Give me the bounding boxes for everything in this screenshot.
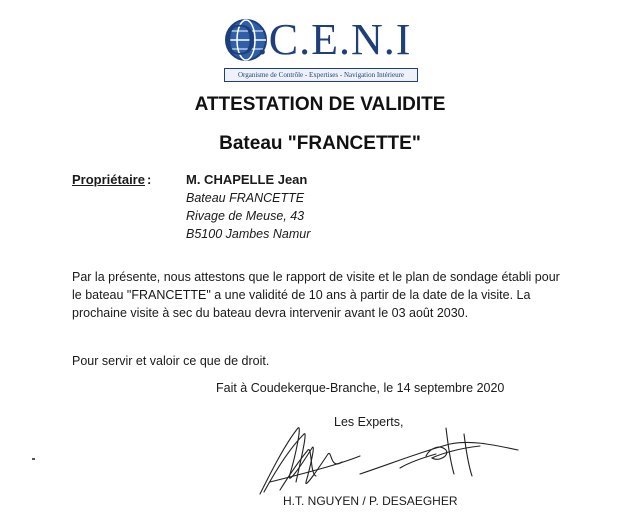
document-title: ATTESTATION DE VALIDITE [194, 94, 446, 115]
attestation-paragraph: Par la présente, nous attestons que le rapport de visite et le plan de sondage établi pour le bateau "FRANCETTE" a une validité de 10 ans à partir de la date de la visite. La prochaine visite à sec du bateau devra intervenir avant le 03 août 2030. [72, 270, 560, 320]
owner-label: Propriétaire [72, 172, 145, 187]
owner-address-line: B5100 Jambes Namur [186, 227, 311, 241]
page-mark [32, 458, 35, 460]
logo-wordmark: O.C.E.N.I [224, 15, 412, 64]
owner-colon: : [147, 172, 152, 187]
closing-paragraph: Pour servir et valoir ce que de droit. [72, 354, 270, 368]
owner-name: M. CHAPELLE Jean [186, 172, 308, 187]
owner-address-line: Rivage de Meuse, 43 [186, 209, 305, 223]
place-date: Fait à Coudekerque-Branche, le 14 septembre 2020 [216, 381, 505, 395]
oceni-logo [224, 14, 420, 80]
owner-address-line: Bateau FRANCETTE [186, 191, 305, 205]
signatory-names: H.T. NGUYEN / P. DESAEGHER [283, 494, 458, 508]
experts-label: Les Experts, [334, 415, 404, 429]
logo-tagline: Organisme de Contrôle - Expertises - Navigation Intérieure [224, 68, 418, 82]
document-subtitle: Bateau "FRANCETTE" [219, 133, 421, 154]
